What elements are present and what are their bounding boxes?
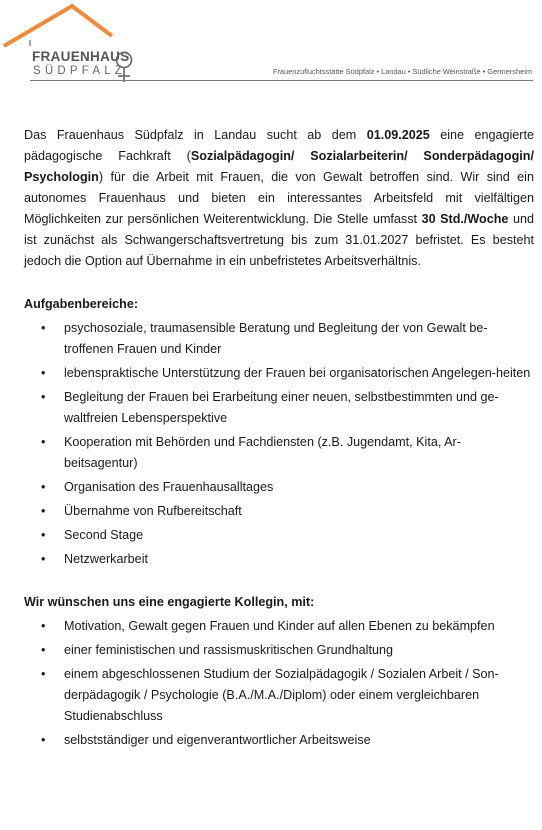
wishes-heading: Wir wünschen uns eine engagierte Kollegin, mit: [24,595,315,609]
intro-text-3: ) für die Arbeit mit Frauen, die von Gewalt betroffen sind. Wir sind ein autonomes Frauenhaus und bieten ein interessantes Arbeitsfeld mit vielfältigen Möglichkeiten zur persönlichen Weiterentwicklung. Die Stelle umfasst [24,170,534,226]
intro-paragraph [24,125,534,272]
list-item: • Motivation, Gewalt gegen Frauen und Kinder auf allen Ebenen zu bekämpfen [24,616,534,637]
wishes-list [24,616,534,751]
logo-subtitle: SÜDPFALZ [33,65,127,77]
list-item: • Organisation des Frauenhausalltages [24,477,534,498]
list-item: • psychosoziale, traumasensible Beratung und Begleitung der von Gewalt be-troffenen Frauen und Kinder [24,318,534,360]
intro-text-2: eine engagierte pädagogische Fachkraft ( [24,128,534,163]
list-item: • Kooperation mit Behörden und Fachdiensten (z.B. Jugendamt, Kita, Ar-beitsagentur) [24,432,534,474]
job-posting-body [24,125,534,754]
list-item: • selbstständiger und eigenverantwortlicher Arbeitsweise [24,730,534,751]
tasks-list [24,318,534,570]
intro-text-1: Das Frauenhaus Südpfalz in Landau sucht ab dem [24,128,367,142]
list-item: • Übernahme von Rufbereitschaft [24,501,534,522]
role-titles: Sozialpädagogin/ Sozialarbeiterin/ Sonderpädagogin/ Psychologin [24,149,534,184]
female-symbol-icon [114,50,134,84]
working-hours: 30 Std./Woche [421,212,509,226]
list-item: • einer feministischen und rassismuskritischen Grundhaltung [24,640,534,661]
list-item: • Begleitung der Frauen bei Erarbeitung einer neuen, selbstbestimmten und ge-waltfreien Lebensperspektive [24,387,534,429]
letterhead [0,0,542,92]
tasks-heading: Aufgabenbereiche: [24,297,139,311]
intro-text-4: und ist zunächst als Schwangerschaftsvertretung bis zum 31.01.2027 befristet. Es besteht jedoch die Option auf Übernahme in ein unbefristetes Arbeitsverhältnis. [24,212,534,268]
start-date: 01.09.2025 [366,128,430,142]
list-item: • lebenspraktische Unterstützung der Frauen bei organisatorischen Angelegen-heiten [24,363,534,384]
list-item: • Second Stage [24,525,534,546]
list-item: • einem abgeschlossenen Studium der Sozialpädagogik / Sozialen Arbeit / Son-derpädagogik / Psychologie (B.A./M.A./Diplom) oder einem vergleichbaren Studienabschluss [24,664,534,727]
logo-title: FRAUENHAUS [32,49,130,64]
header-divider [30,80,533,81]
list-item: • Netzwerkarbeit [24,549,534,570]
letterhead-tagline: Frauenzufluchtsstätte Südpfalz • Landau • Südliche Weinstraße • Germersheim [272,67,532,76]
